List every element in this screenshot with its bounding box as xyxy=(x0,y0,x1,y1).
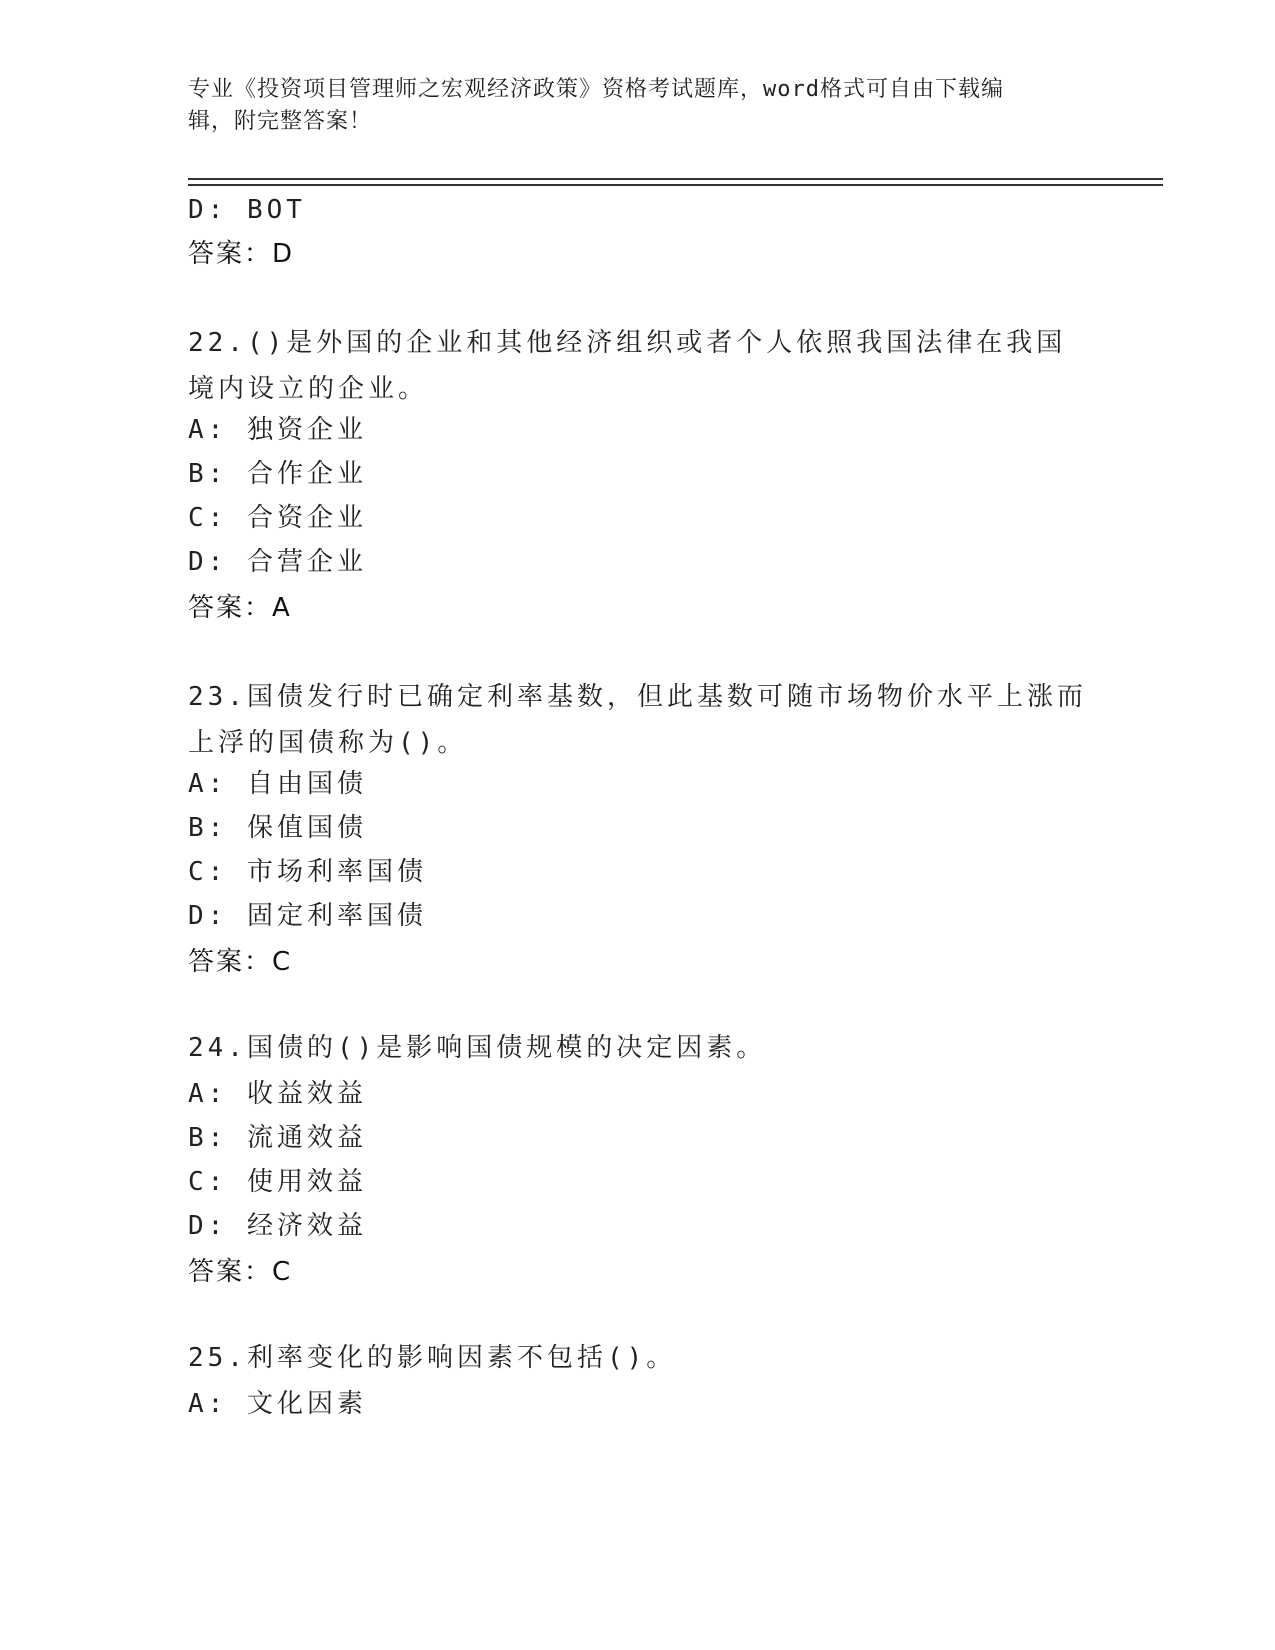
question-24-option-a: A: 收益效益 xyxy=(188,1079,367,1109)
document-header xyxy=(188,74,1068,138)
question-22-answer: 答案：A xyxy=(188,593,292,623)
header-intro-line-2: 辑，附完整答案！ xyxy=(188,109,373,134)
header-divider-top xyxy=(188,178,1163,180)
question-23-option-b: B: 保值国债 xyxy=(188,813,367,843)
question-22-option-a: A: 独资企业 xyxy=(188,415,367,445)
question-23-option-c: C: 市场利率国债 xyxy=(188,857,427,887)
question-25-text: 25.利率变化的影响因素不包括()。 xyxy=(188,1343,677,1373)
question-24-option-d: D: 经济效益 xyxy=(188,1211,367,1241)
question-23-option-a: A: 自由国债 xyxy=(188,769,367,799)
question-24-option-c: C: 使用效益 xyxy=(188,1167,367,1197)
question-22-text: 22.()是外国的企业和其他经济组织或者个人依照我国法律在我国境内设立的企业。 xyxy=(188,328,1067,404)
question-23-text: 23.国债发行时已确定利率基数，但此基数可随市场物价水平上涨而上浮的国债称为()。 xyxy=(188,682,1087,758)
question-22-option-c: C: 合资企业 xyxy=(188,503,367,533)
question-23-option-d: D: 固定利率国债 xyxy=(188,901,427,931)
prev-option-d: D: BOT xyxy=(188,195,306,225)
question-25-option-a: A: 文化因素 xyxy=(188,1389,367,1419)
header-intro-line-1: 专业《投资项目管理师之宏观经济政策》资格考试题库，word格式可自由下载编 xyxy=(188,77,1004,102)
question-23-answer: 答案：C xyxy=(188,947,293,977)
prev-answer: 答案：D xyxy=(188,239,295,269)
question-24-option-b: B: 流通效益 xyxy=(188,1123,367,1153)
question-24-text: 24.国债的()是影响国债规模的决定因素。 xyxy=(188,1033,767,1063)
question-22-option-b: B: 合作企业 xyxy=(188,459,367,489)
question-24-answer: 答案：C xyxy=(188,1257,293,1287)
question-22-option-d: D: 合营企业 xyxy=(188,547,367,577)
header-divider-bottom xyxy=(188,184,1163,186)
